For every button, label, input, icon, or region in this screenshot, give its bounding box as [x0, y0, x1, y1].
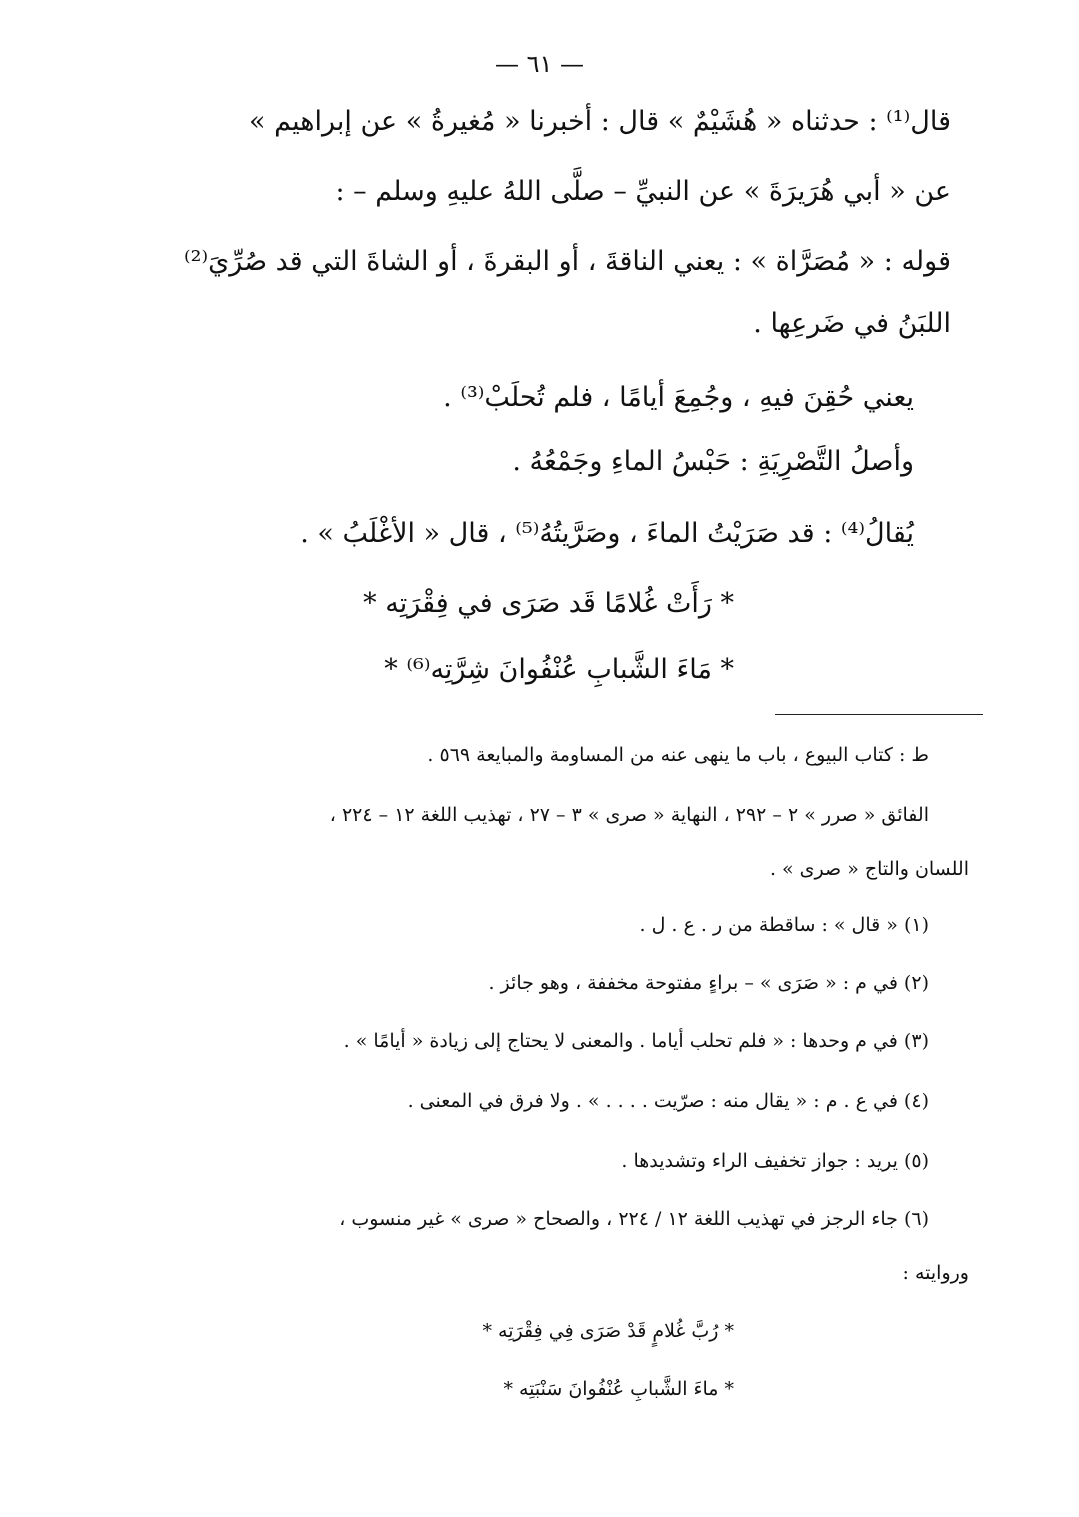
footnote-6-cont: وروايته :: [902, 1262, 969, 1284]
footnote-reference-2-cont: اللسان والتاج « صرى » .: [769, 858, 969, 880]
page-number: — ٦١ —: [494, 50, 585, 78]
body-line-2: عن « أبي هُرَيرَةَ » عن النبيِّ – صلَّى اللهُ عليهِ وسلم – :: [335, 176, 951, 207]
body-line-7: يُقالُ⁽⁴⁾ : قد صَرَيْتُ الماءَ ، وصَرَّيتُهُ⁽⁵⁾ ، قال « الأغْلَبُ » .: [300, 518, 914, 549]
footnote-reference-1: ط : كتاب البيوع ، باب ما ينهى عنه من المساومة والمبايعة ٥٦٩ .: [427, 744, 929, 766]
footnote-verse-2: * ماءَ الشَّبابِ عُنْفُوانَ سَنْبَتِه *: [503, 1378, 734, 1400]
footnote-5: (٥) يريد : جواز تخفيف الراء وتشديدها .: [621, 1150, 929, 1172]
footnote-divider: [775, 714, 983, 715]
footnote-4: (٤) في ع . م : « يقال منه : صرّيت . . . . » . ولا فرق في المعنى .: [407, 1090, 929, 1112]
body-line-3: قوله : « مُصَرَّاة » : يعني الناقةَ ، أو البقرةَ ، أو الشاةَ التي قد صُرِّيَ⁽²⁾: [184, 246, 951, 277]
footnote-verse-1: * رُبَّ غُلامٍ قَدْ صَرَى فِي فِقْرَتِه *: [482, 1320, 734, 1342]
body-line-4: اللبَنُ في ضَرعِها .: [753, 308, 951, 339]
body-line-6: وأصلُ التَّصْرِيَةِ : حَبْسُ الماءِ وجَمْعُهُ .: [512, 446, 914, 477]
verse-2: * مَاءَ الشَّبابِ عُنْفُوانَ شِرَّتِه⁽⁶⁾ *: [384, 654, 734, 685]
footnote-6: (٦) جاء الرجز في تهذيب اللغة ١٢ / ٢٢٤ ، والصحاح « صرى » غير منسوب ،: [339, 1208, 929, 1230]
footnote-2: (٢) في م : « صَرَى » – براءٍ مفتوحة مخففة ، وهو جائز .: [488, 972, 929, 994]
footnote-1: (١) « قال » : ساقطة من ر . ع . ل .: [639, 914, 929, 936]
body-line-5: يعني حُقِنَ فيهِ ، وجُمِعَ أيامًا ، فلم تُحلَبْ⁽³⁾ .: [443, 382, 914, 413]
footnote-3: (٣) في م وحدها : « فلم تحلب أياما . والمعنى لا يحتاج إلى زيادة « أيامًا » .: [343, 1030, 929, 1052]
body-line-1: قال⁽¹⁾ : حدثناه « هُشَيْمٌ » قال : أخبرنا « مُغيرةُ » عن إبراهيم »: [249, 106, 951, 137]
footnote-reference-2: الفائق « صرر » ٢ – ٢٩٢ ، النهاية « صرى » ٣ – ٢٧ ، تهذيب اللغة ١٢ – ٢٢٤ ،: [329, 804, 929, 826]
verse-1: * رَأَتْ غُلامًا قَد صَرَى في فِقْرَتِه *: [363, 588, 734, 619]
